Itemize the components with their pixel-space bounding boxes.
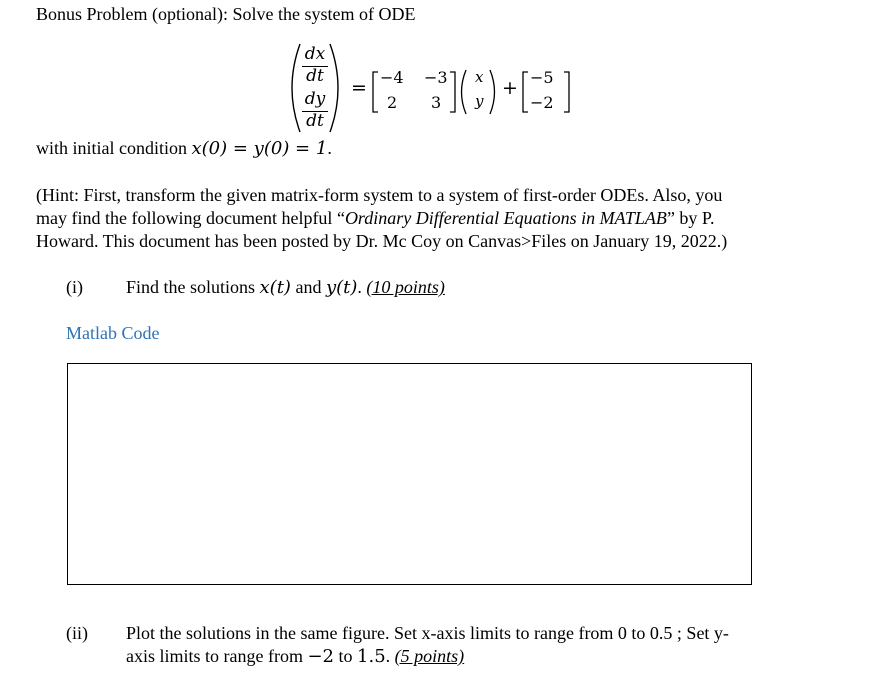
hint-text: ” by P.	[666, 208, 715, 228]
matlab-code-label: Matlab Code	[66, 323, 160, 343]
part-1-question	[126, 275, 445, 300]
initial-condition-text: with initial condition	[36, 138, 192, 158]
question-text: and	[290, 277, 326, 297]
equals-sign: =	[351, 77, 367, 99]
matrix-a22: 3	[431, 93, 442, 112]
dt-denominator: dt	[306, 111, 324, 131]
ylim-lower: −2	[307, 646, 335, 667]
matrix-a21: 2	[387, 93, 398, 112]
dy-numerator: dy	[304, 89, 326, 109]
vector-y: y	[475, 92, 484, 110]
question-text: axis limits to range from	[126, 646, 308, 666]
initial-condition-math: x(0) = y(0) = 1	[191, 138, 328, 159]
question-text: to	[334, 646, 358, 666]
points-label: (5 points)	[394, 646, 465, 666]
hint-line-2	[36, 206, 714, 230]
hint-text: may find the following document helpful “	[36, 208, 345, 228]
plus-sign: +	[502, 77, 518, 99]
math-x-t: x(t)	[259, 277, 291, 298]
matrix-a12: −3	[424, 68, 448, 87]
initial-condition-end: .	[327, 138, 332, 158]
points-label: (10 points)	[366, 277, 445, 297]
initial-condition	[36, 136, 332, 161]
dx-numerator: dx	[304, 44, 326, 64]
vector-x: x	[475, 68, 484, 86]
math-y-t: y(t)	[325, 277, 358, 298]
const-v1: −5	[530, 68, 554, 87]
const-v2: −2	[530, 93, 554, 112]
matlab-code-answer-box[interactable]	[67, 363, 752, 585]
problem-title: Bonus Problem (optional): Solve the system of ODE	[36, 4, 416, 24]
question-text: .	[357, 277, 367, 297]
question-text: .	[385, 646, 395, 666]
dt-denominator: dt	[306, 66, 324, 86]
part-2-line-2	[126, 644, 464, 669]
document-title: Ordinary Differential Equations in MATLAB	[344, 208, 667, 228]
question-text: Find the solutions	[126, 277, 260, 297]
hint-line-1: (Hint: First, transform the given matrix-form system to a system of first-order ODEs. Also, you	[36, 185, 723, 205]
part-2-label: (ii)	[66, 623, 88, 643]
part-1-label: (i)	[66, 277, 83, 297]
matrix-a11: −4	[380, 68, 404, 87]
part-2-line-1: Plot the solutions in the same figure. Set x-axis limits to range from 0 to 0.5 ; Set y-	[126, 623, 729, 643]
hint-line-3: Howard. This document has been posted by Dr. Mc Coy on Canvas>Files on January 19, 2022.)	[36, 231, 728, 251]
ylim-upper: 1.5	[357, 646, 386, 667]
